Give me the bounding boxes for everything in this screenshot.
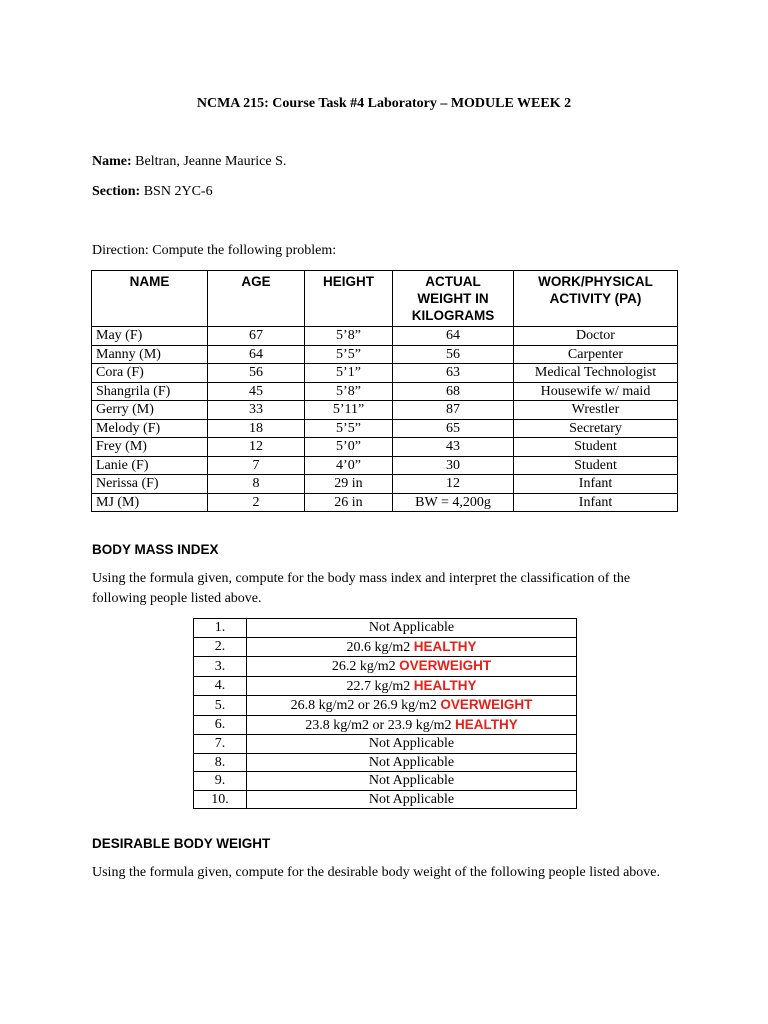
cell-weight: 30 (393, 456, 514, 475)
header-activity: WORK/PHYSICAL ACTIVITY (PA) (514, 271, 678, 327)
table-row (92, 493, 678, 512)
cell-weight: 64 (393, 327, 514, 346)
bmi-value: Not Applicable (368, 773, 455, 788)
document-title: NCMA 215: Course Task #4 Laboratory – MODULE WEEK 2 (196, 96, 572, 111)
cell-height: 5’11” (305, 401, 393, 420)
table-row (92, 456, 678, 475)
cell-activity: Carpenter (514, 345, 678, 364)
cell-activity: Doctor (514, 327, 678, 346)
bmi-row-number: 7. (194, 735, 247, 754)
cell-activity: Housewife w/ maid (514, 382, 678, 401)
cell-name: Cora (F) (92, 364, 208, 383)
cell-age: 33 (208, 401, 305, 420)
cell-name: Manny (M) (92, 345, 208, 364)
bmi-instruction: Using the formula given, compute for the body mass index and interpret the classification of the following people listed above. (92, 571, 631, 606)
table-row (92, 475, 678, 494)
bmi-row-number: 9. (194, 772, 247, 791)
cell-activity: Medical Technologist (514, 364, 678, 383)
patient-table-body (92, 327, 678, 512)
cell-height: 5’1” (305, 364, 393, 383)
bmi-value: 26.8 kg/m2 or 26.9 kg/m2 (290, 698, 441, 713)
cell-activity: Student (514, 456, 678, 475)
bmi-result (247, 772, 577, 791)
cell-name: Nerissa (F) (92, 475, 208, 494)
bmi-classification: OVERWEIGHT (440, 697, 533, 712)
bmi-result (247, 637, 577, 657)
bmi-row (194, 619, 577, 638)
cell-weight: 56 (393, 345, 514, 364)
cell-age: 7 (208, 456, 305, 475)
name-line (92, 153, 286, 171)
cell-height: 5’8” (305, 382, 393, 401)
bmi-heading: BODY MASS INDEX (92, 542, 219, 557)
bmi-row (194, 753, 577, 772)
bmi-row (194, 790, 577, 809)
cell-height: 5’5” (305, 345, 393, 364)
cell-activity: Wrestler (514, 401, 678, 420)
header-age: AGE (208, 271, 305, 327)
cell-activity: Secretary (514, 419, 678, 438)
cell-name: Frey (M) (92, 438, 208, 457)
bmi-classification: OVERWEIGHT (399, 658, 492, 673)
cell-activity: Student (514, 438, 678, 457)
cell-weight: 87 (393, 401, 514, 420)
cell-height: 5’0” (305, 438, 393, 457)
table-row (92, 327, 678, 346)
bmi-table (193, 618, 577, 809)
bmi-row-number: 5. (194, 696, 247, 716)
cell-name: May (F) (92, 327, 208, 346)
bmi-result (247, 696, 577, 716)
bmi-row (194, 676, 577, 696)
name-label: Name: (92, 154, 132, 169)
dbw-instruction: Using the formula given, compute for the desirable body weight of the following people listed above. (92, 865, 661, 880)
bmi-row-number: 1. (194, 619, 247, 638)
table-row (92, 364, 678, 383)
name-value: Beltran, Jeanne Maurice S. (131, 154, 287, 169)
bmi-value: Not Applicable (368, 736, 455, 751)
bmi-value: 23.8 kg/m2 or 23.9 kg/m2 (305, 717, 455, 733)
cell-weight: 65 (393, 419, 514, 438)
bmi-result (247, 619, 577, 638)
cell-height: 5’8” (305, 327, 393, 346)
bmi-value: 26.2 kg/m2 (331, 659, 400, 674)
cell-weight: BW = 4,200g (393, 493, 514, 512)
cell-name: Shangrila (F) (92, 382, 208, 401)
cell-name: Melody (F) (92, 419, 208, 438)
cell-weight: 12 (393, 475, 514, 494)
direction-text: Direction: Compute the following problem: (92, 243, 337, 258)
header-weight: ACTUAL WEIGHT IN KILOGRAMS (393, 271, 514, 327)
table-row (92, 419, 678, 438)
cell-name: Gerry (M) (92, 401, 208, 420)
bmi-row (194, 657, 577, 677)
cell-weight: 63 (393, 364, 514, 383)
bmi-row (194, 772, 577, 791)
bmi-classification: HEALTHY (413, 638, 477, 654)
cell-weight: 68 (393, 382, 514, 401)
bmi-row (194, 696, 577, 716)
cell-height: 4’0” (305, 456, 393, 475)
cell-age: 12 (208, 438, 305, 457)
bmi-value: Not Applicable (368, 620, 455, 635)
bmi-value: 22.7 kg/m2 (346, 678, 414, 694)
table-row (92, 345, 678, 364)
patient-table (91, 270, 678, 512)
dbw-heading: DESIRABLE BODY WEIGHT (92, 836, 271, 851)
cell-age: 45 (208, 382, 305, 401)
bmi-row-number: 6. (194, 715, 247, 735)
cell-age: 56 (208, 364, 305, 383)
header-height: HEIGHT (305, 271, 393, 327)
bmi-value: 20.6 kg/m2 (346, 639, 414, 655)
header-name: NAME (92, 271, 208, 327)
bmi-result (247, 715, 577, 735)
cell-height: 5’5” (305, 419, 393, 438)
bmi-row (194, 715, 577, 735)
bmi-result (247, 735, 577, 754)
bmi-row-number: 4. (194, 676, 247, 696)
table-row (92, 401, 678, 420)
cell-height: 26 in (305, 493, 393, 512)
bmi-row-number: 3. (194, 657, 247, 677)
bmi-table-body (194, 619, 577, 809)
section-value: BSN 2YC-6 (140, 184, 213, 199)
bmi-row-number: 8. (194, 753, 247, 772)
cell-name: MJ (M) (92, 493, 208, 512)
bmi-row (194, 735, 577, 754)
cell-activity: Infant (514, 475, 678, 494)
bmi-result (247, 657, 577, 677)
bmi-row-number: 10. (194, 790, 247, 809)
cell-activity: Infant (514, 493, 678, 512)
cell-height: 29 in (305, 475, 393, 494)
bmi-classification: HEALTHY (454, 716, 518, 732)
cell-age: 2 (208, 493, 305, 512)
bmi-value: Not Applicable (368, 791, 455, 807)
bmi-row (194, 637, 577, 657)
cell-weight: 43 (393, 438, 514, 457)
bmi-result (247, 790, 577, 809)
bmi-row-number: 2. (194, 637, 247, 657)
patient-table-header (92, 271, 678, 327)
bmi-classification: HEALTHY (413, 677, 477, 693)
table-row (92, 382, 678, 401)
cell-age: 18 (208, 419, 305, 438)
bmi-result (247, 676, 577, 696)
bmi-value: Not Applicable (368, 754, 455, 770)
cell-age: 8 (208, 475, 305, 494)
section-label: Section: (92, 184, 141, 199)
bmi-result (247, 753, 577, 772)
table-row (92, 438, 678, 457)
cell-age: 67 (208, 327, 305, 346)
section-line (92, 183, 213, 201)
cell-name: Lanie (F) (92, 456, 208, 475)
cell-age: 64 (208, 345, 305, 364)
